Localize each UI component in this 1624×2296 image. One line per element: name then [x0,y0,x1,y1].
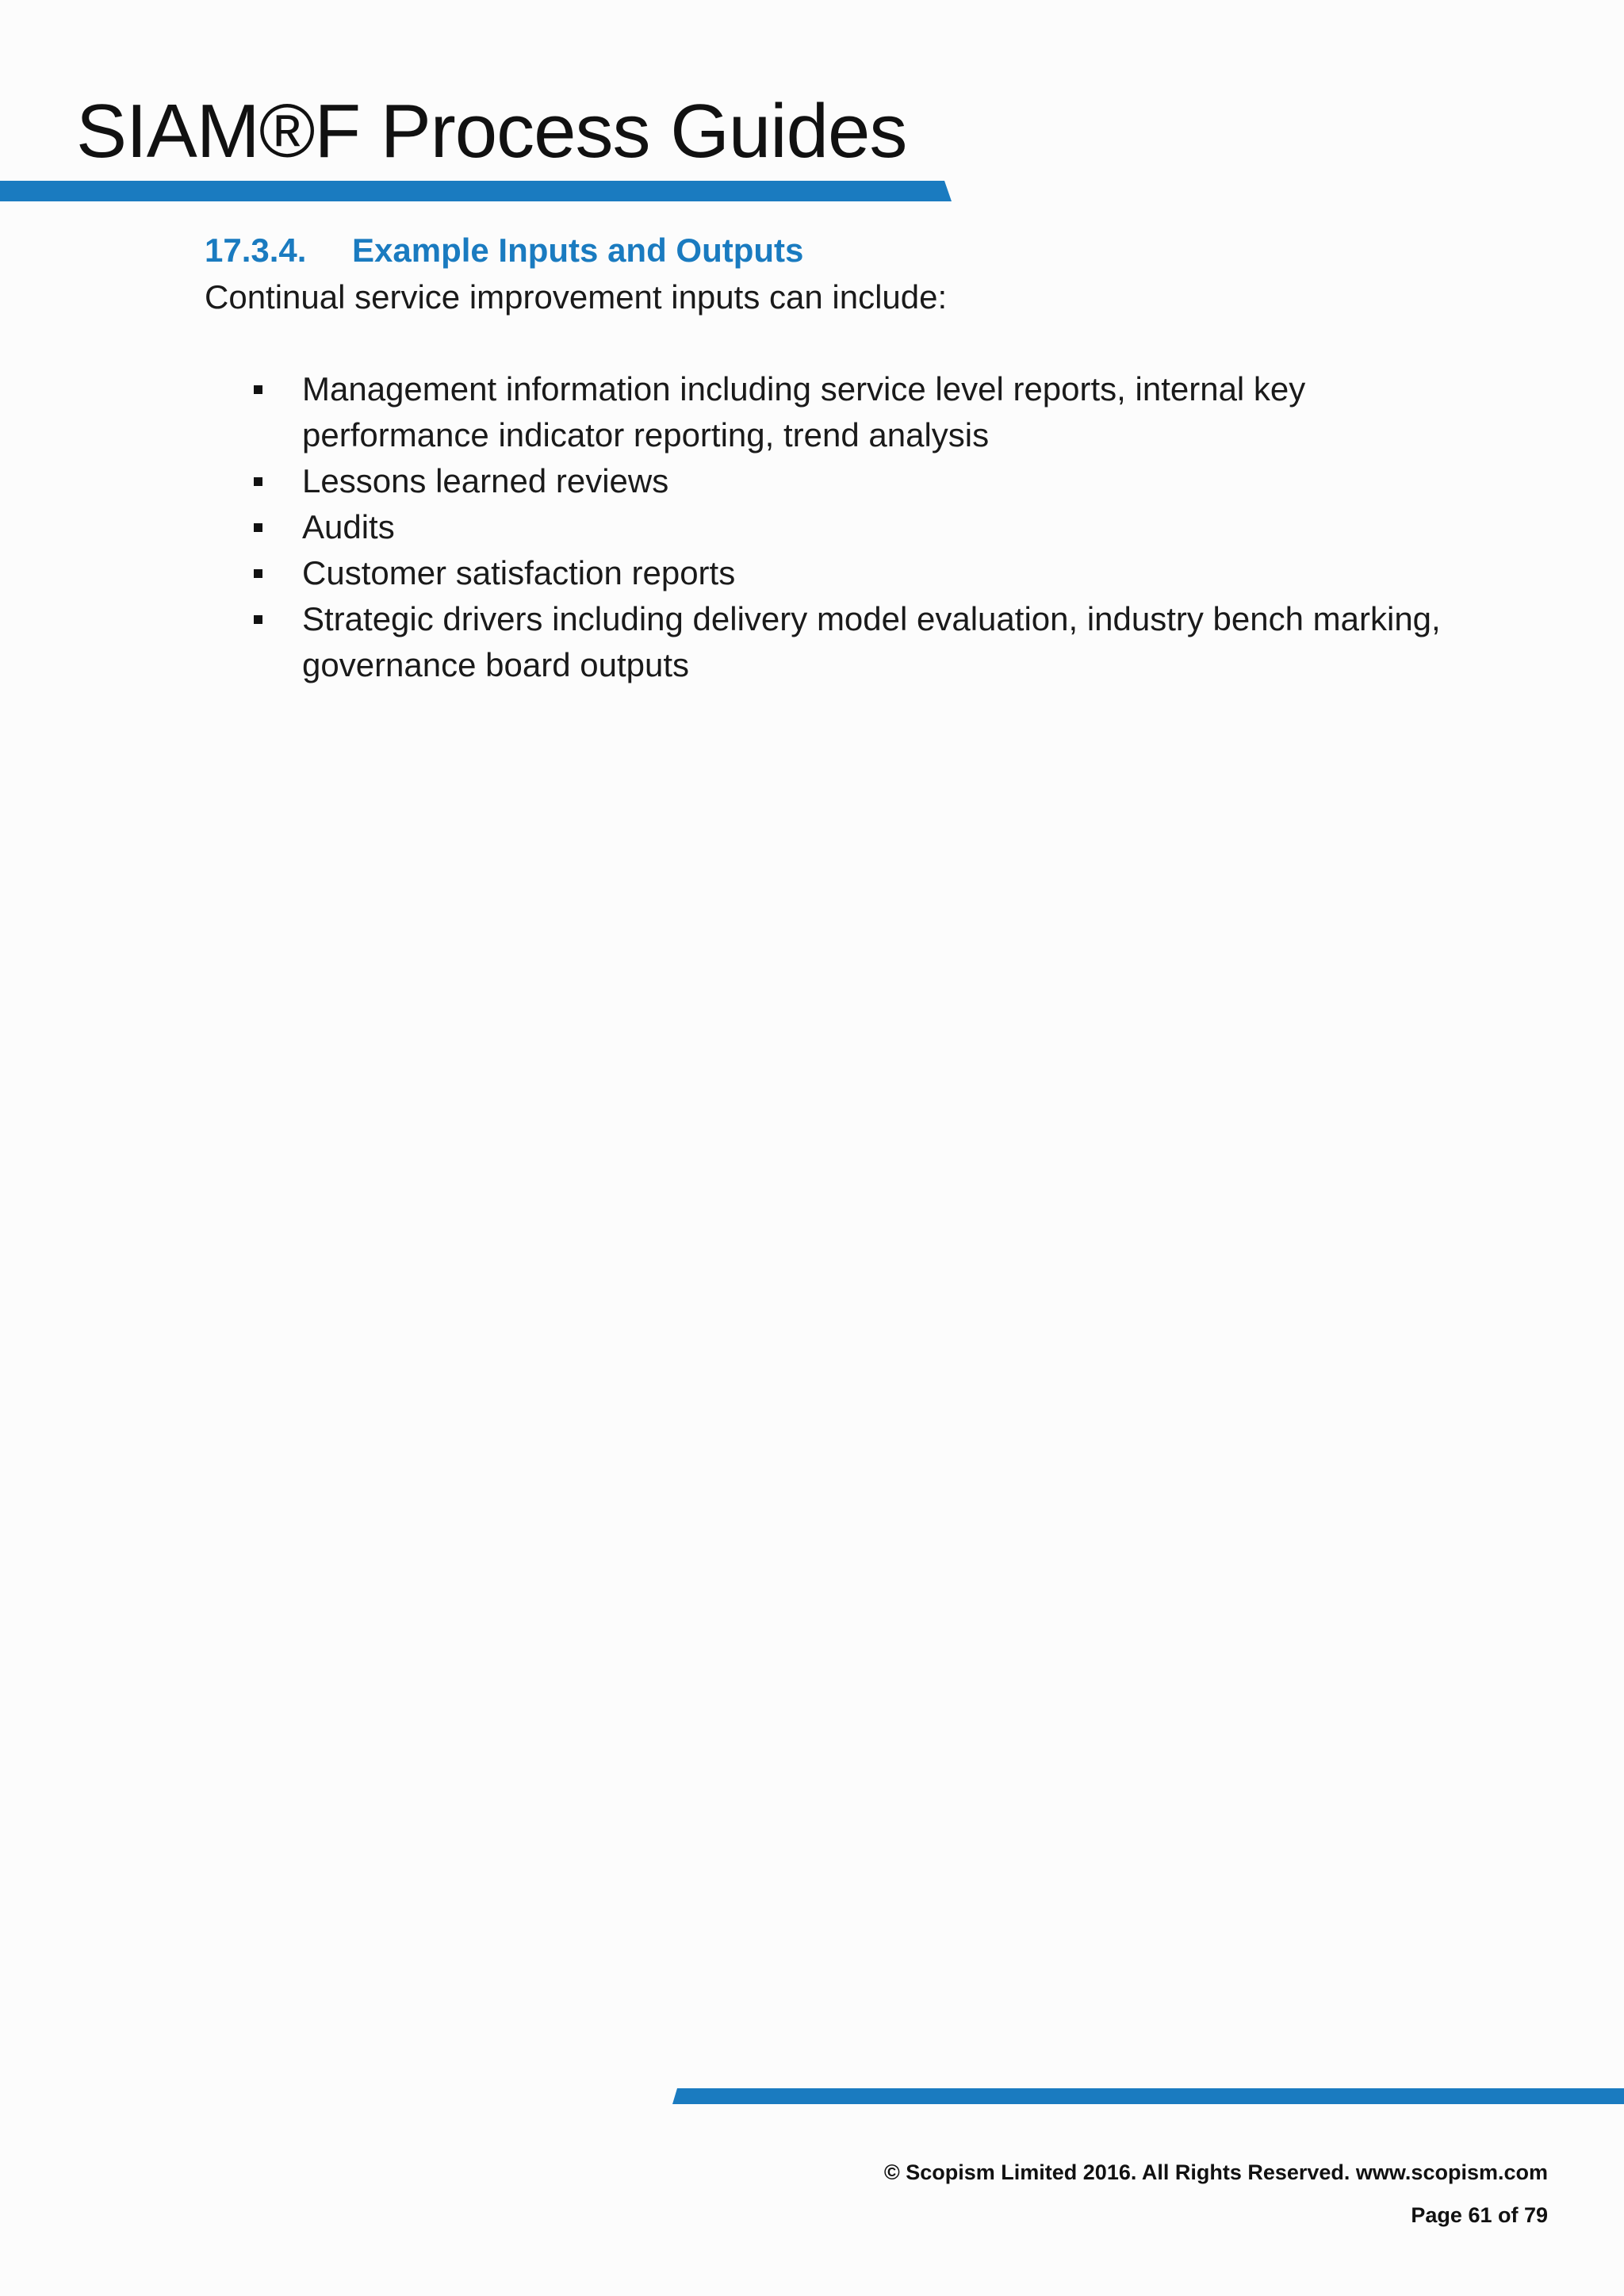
list-item-text: Management information including service level reports, internal key performance indicator reporting, trend analysis [302,370,1306,453]
list-item [205,366,1442,458]
intro-paragraph: Continual service improvement inputs can include: [205,278,948,316]
list-item-text: Lessons learned reviews [302,462,669,499]
list-item [205,458,1442,504]
square-bullet-icon [254,615,262,624]
square-bullet-icon [254,385,262,394]
list-item [205,596,1442,688]
list-item [205,504,1442,550]
footer-copyright: © Scopism Limited 2016. All Rights Reserved. www.scopism.com [883,2160,1548,2184]
section-number: 17.3.4. [205,232,307,269]
section-heading [205,228,1442,273]
inputs-list [205,366,1442,688]
footer-accent-bar [672,2088,1624,2104]
list-item-text: Strategic drivers including delivery model evaluation, industry bench marking, governance board outputs [302,600,1441,683]
square-bullet-icon [254,523,262,532]
header-accent-bar [0,181,952,201]
list-item-text: Audits [302,508,395,545]
list-item-text: Customer satisfaction reports [302,554,736,591]
section-title: Example Inputs and Outputs [352,232,804,269]
content-area [205,228,1442,688]
square-bullet-icon [254,477,262,486]
page-header-title: SIAM®F Process Guides [76,89,907,174]
square-bullet-icon [254,569,262,578]
footer-page-number: Page 61 of 79 [1411,2203,1548,2227]
list-item [205,550,1442,596]
